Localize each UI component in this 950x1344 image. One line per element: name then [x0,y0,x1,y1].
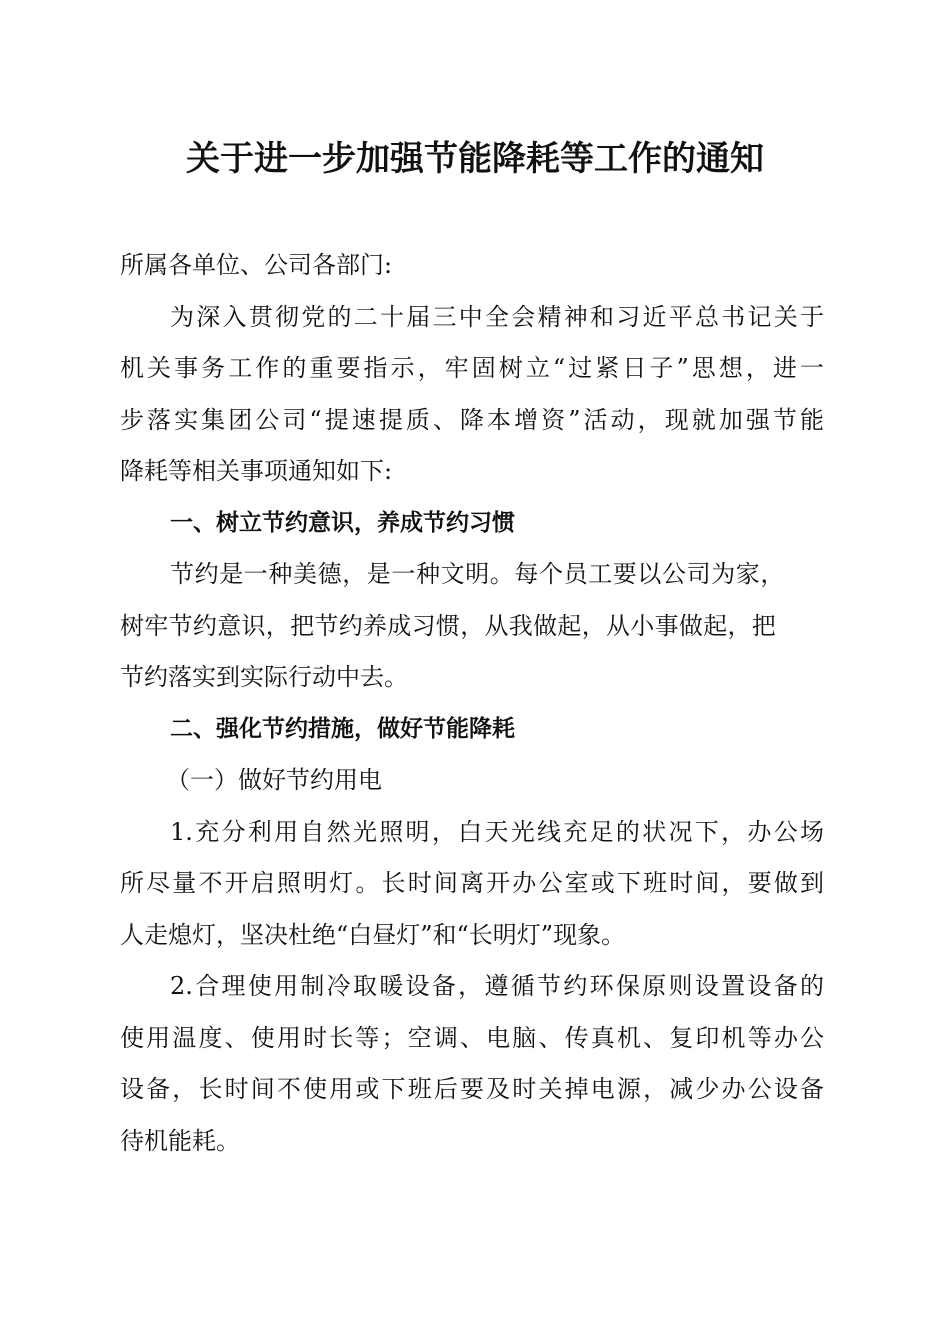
salutation: 所属各单位、公司各部门: [120,251,393,279]
section1-line-3: 节约落实到实际行动中去。 [120,663,408,691]
section2-heading: 二、强化节约措施，做好节能降耗 [170,715,515,742]
intro-line-4: 降耗等相关事项通知如下: [120,457,393,485]
intro-line-2: 机关事务工作的重要指示，牢固树立“过紧日子”思想，进一 [120,354,824,382]
item2-line-2: 使用温度、使用时长等；空调、电脑、传真机、复印机等办公 [120,1023,824,1052]
item2-line-3: 设备，长时间不使用或下班后要及时关掉电源，减少办公设备 [120,1075,824,1103]
item1-line-2: 所尽量不开启照明灯。长时间离开办公室或下班时间，要做到 [120,869,824,897]
item1-line-1: 1.充分利用自然光照明，白天光线充足的状况下，办公场 [170,817,824,846]
section1-line-2: 树牢节约意识，把节约养成习惯，从我做起，从小事做起，把 [120,611,777,640]
intro-line-3: 步落实集团公司“提速提质、降本增资”活动，现就加强节能 [120,405,824,434]
item2-line-1: 2.合理使用制冷取暖设备，遵循节约环保原则设置设备的 [170,972,824,1000]
section1-heading: 一、树立节约意识，养成节约习惯 [170,509,515,536]
document-body [120,240,824,1167]
item2-line-4: 待机能耗。 [120,1126,240,1155]
intro-line-1: 为深入贯彻党的二十届三中全会精神和习近平总书记关于 [170,302,824,331]
document-title: 关于进一步加强节能降耗等工作的通知 [186,139,764,179]
section1-line-1: 节约是一种美德，是一种文明。每个员工要以公司为家， [170,560,785,588]
section2-subheading: （一）做好节约用电 [166,766,382,794]
item1-line-3: 人走熄灯，坚决杜绝“白昼灯”和“长明灯”现象。 [120,920,626,949]
